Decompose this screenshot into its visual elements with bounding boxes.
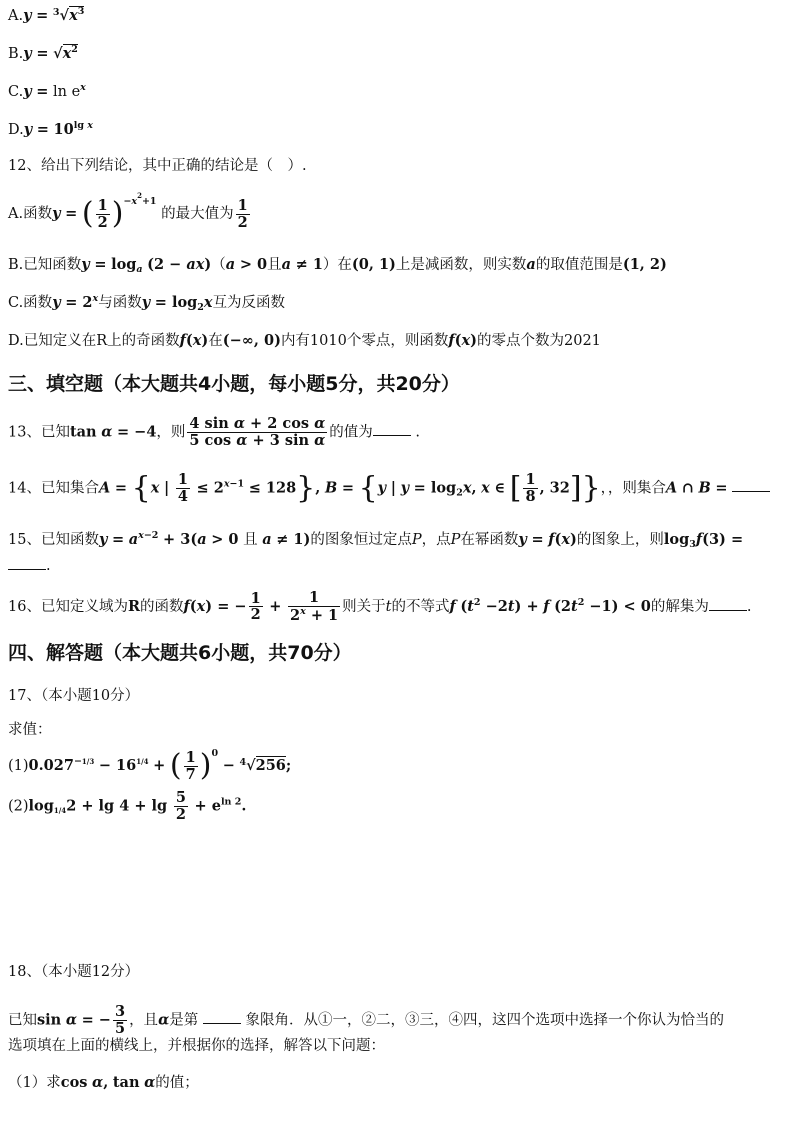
q11-option-c: $C.y = \ln e^x$: [8, 82, 86, 100]
q17-part-2: $(2)\log_{1/4}2 + \lg 4 + \lg$ $\frac{5}{2}$ + $e^{ln 2}$.: [8, 789, 247, 823]
question-14: 14、已知集合A = {x | $\frac{1}{4}$ ≤ $2^{x-1} \le 128$}, B = {y | $y = \log_2x$, x ∈ [ $\frac{1}{8}$ , 32]}，，则集合A ∩ B =: [8, 472, 770, 505]
section-solve-heading: 四、解答题（本大题共6小题，共70分）: [8, 642, 352, 664]
q13-answer-blank: [373, 423, 411, 436]
q12-option-d: D.已知定义在R上的奇函数f(x)在(−∞, 0)内有1010个零点，则函数f(x)的零点个数为2021: [8, 332, 601, 349]
q11-option-a: $A.y = ^3√x^3$: [8, 6, 85, 24]
q12-stem: 12、给出下列结论，其中正确的结论是（ ）.: [8, 158, 307, 174]
q14-answer-blank: [732, 479, 770, 492]
section-fill-in-heading: 三、填空题（本大题共4小题，每小题5分，共20分）: [8, 373, 460, 395]
q18-part-1: （1）求cos α, tan α的值；: [8, 1074, 199, 1091]
q12-option-b: B.已知函数$y = \log_a (2 - ax)(a > 0$且a ≠ 1）在(0, 1)上是减函数，则实数a的取值范围是(1, 2): [8, 256, 667, 275]
question-13: 13、已知tan α = −4，则 $\frac{\text{4 sin α + 2 cos α}}{\text{5 cos α + 3 sin α}}$ 的值为 .: [8, 415, 420, 449]
q15-answer-blank: [8, 557, 46, 570]
q18-stem: 已知sin α = − $\frac{3}{5}$ ，且α是第 象限角．从①一，②二，③三，④四，这四个选项中选择一个你认为恰当的: [8, 1003, 724, 1037]
q17-ask: 求值：: [8, 722, 52, 738]
q18-heading: 18、（本小题12分）: [8, 964, 140, 980]
question-15: 15、已知函数$y = a^{x-2} + 3(a > 0$ 且 a ≠ 1)的图象恒过定点P，点P在幂函数y = f(x)的图象上，则$\log_3f(3)$ =: [8, 530, 744, 550]
q17-part-1: $(1)0.027^{-1/3} - 16^{1/4}$ + ( $\frac{1}{7}$ )$^0$ − $^4$√256;: [8, 748, 292, 783]
question-15-cont: .: [8, 557, 51, 575]
q17-heading: 17、（本小题10分）: [8, 688, 140, 704]
q12-option-c: C.函数$y = 2^x$与函数$y = \log_2x$互为反函数: [8, 293, 286, 313]
q18-stem-line2: 选项填在上面的横线上，并根据你的选择，解答以下问题：: [8, 1038, 385, 1054]
q11-option-d: $D.y = 10^{lg x}$: [8, 120, 93, 138]
q16-answer-blank: [709, 598, 747, 611]
q18-quadrant-blank: [203, 1011, 241, 1024]
q11-option-b: $B.y = √x^2$: [8, 44, 78, 62]
question-16: 16、已知定义域为R的函数f(x) = − $\frac{1}{2}$ + $\frac{1}{2^x + 1}$ 则关于t的不等式f $(t^2 -2t) + f$ $(2t^2 -1) < 0$的解集为 .: [8, 589, 752, 624]
q12-option-a: A.函数y = ( $\frac{1}{2}$ )$^{-x^2+1}$ 的最大值为 $\frac{1}{2}$: [8, 191, 248, 231]
